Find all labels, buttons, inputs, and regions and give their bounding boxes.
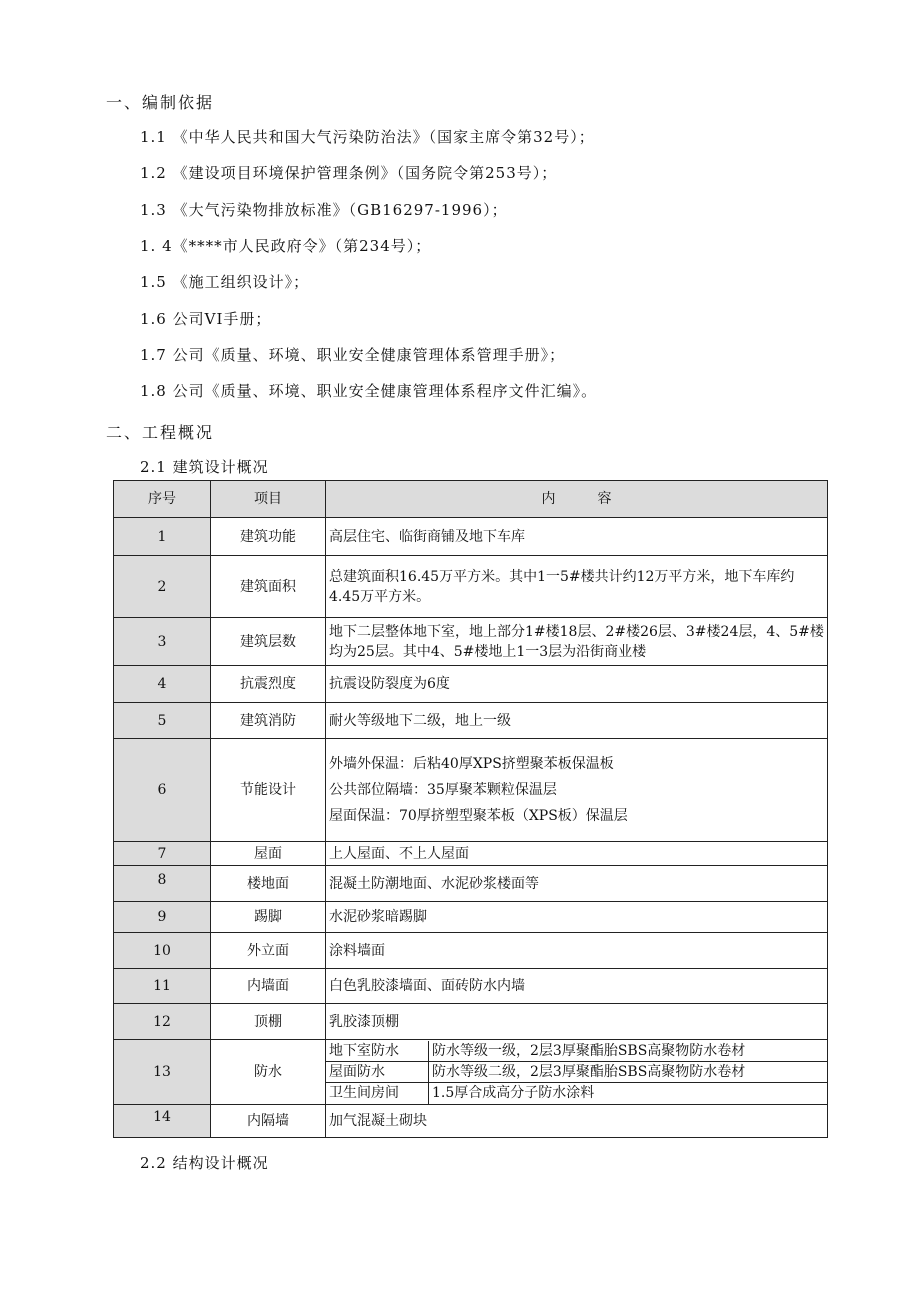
row-content: 总建筑面积16.45万平方米。其中1一5#楼共计约12万平方米，地下车库约4.45万平方米。 [326,556,828,618]
table-header-row [114,481,828,518]
row-item: 节能设计 [211,739,326,842]
row-content: 涂料墙面 [326,933,828,969]
basis-item-3: 1.3 《大气污染物排放标准》（GB16297-1996）； [140,201,508,219]
row-item: 内墙面 [211,969,326,1004]
row-no: 14 [114,1105,211,1138]
basis-item-6: 1.6 公司VI手册； [140,310,272,328]
section2-title: 二、工程概况 [106,423,215,442]
row-no: 8 [114,866,211,902]
row-content: 白色乳胶漆墙面、面砖防水内墙 [326,969,828,1004]
row-no: 13 [114,1040,211,1105]
waterproof-cell [326,1040,828,1105]
row-no: 10 [114,933,211,969]
subsection-structure-title: 2.2 结构设计概况 [140,1154,269,1172]
waterproof-subtable [326,1041,827,1104]
basis-item-4: 1. 4《****市人民政府令》（第234号）； [140,237,432,255]
waterproof-row [326,1062,827,1083]
row-item: 建筑功能 [211,518,326,556]
row-no: 2 [114,556,211,618]
row-no: 9 [114,902,211,933]
row-no: 6 [114,739,211,842]
table-row [114,1040,828,1105]
waterproof-part: 卫生间房间 [326,1083,429,1104]
row-item: 楼地面 [211,866,326,902]
table-row [114,666,828,703]
row-no: 5 [114,703,211,739]
row-item: 踢脚 [211,902,326,933]
table-row [114,703,828,739]
table-row [114,842,828,866]
row-item: 抗震烈度 [211,666,326,703]
row-item: 建筑面积 [211,556,326,618]
row-content: 抗震设防裂度为6度 [326,666,828,703]
row-item: 外立面 [211,933,326,969]
row-content: 混凝土防潮地面、水泥砂浆楼面等 [326,866,828,902]
row-no: 1 [114,518,211,556]
table-row [114,866,828,902]
energy-line: 公共部位隔墙：35厚聚苯颗粒保温层 [329,782,557,798]
table-row [114,1105,828,1138]
row-content: 水泥砂浆暗踢脚 [326,902,828,933]
row-no: 11 [114,969,211,1004]
energy-line: 屋面保温：70厚挤塑型聚苯板（XPS板）保温层 [329,808,628,824]
table-row [114,1004,828,1040]
row-content: 加气混凝土砌块 [326,1105,828,1138]
row-no: 7 [114,842,211,866]
row-content [326,739,828,842]
basis-item-7: 1.7 公司《质量、环境、职业安全健康管理体系管理手册》； [140,346,566,364]
row-content: 乳胶漆顶棚 [326,1004,828,1040]
row-no: 12 [114,1004,211,1040]
row-item: 建筑层数 [211,618,326,666]
row-item: 屋面 [211,842,326,866]
row-no: 3 [114,618,211,666]
row-item: 顶棚 [211,1004,326,1040]
waterproof-spec: 1.5厚合成高分子防水涂料 [429,1083,828,1104]
row-content: 地下二层整体地下室，地上部分1#楼18层、2#楼26层、3#楼24层，4、5#楼均为25层。其中4、5#楼地上1一3层为沿街商业楼 [326,618,828,666]
table-row [114,739,828,842]
waterproof-row [326,1083,827,1104]
table-row [114,618,828,666]
row-item: 内隔墙 [211,1105,326,1138]
waterproof-row [326,1041,827,1062]
row-item: 防水 [211,1040,326,1105]
waterproof-part: 地下室防水 [326,1041,429,1062]
header-no: 序号 [114,481,211,518]
basis-item-1: 1.1 《中华人民共和国大气污染防治法》（国家主席令第32号）； [140,128,595,146]
row-item: 建筑消防 [211,703,326,739]
table-row [114,518,828,556]
row-content: 耐火等级地下二级，地上一级 [326,703,828,739]
waterproof-spec: 防水等级二级，2层3厚聚酯胎SBS高聚物防水卷材 [429,1062,828,1083]
basis-item-8: 1.8 公司《质量、环境、职业安全健康管理体系程序文件汇编》。 [140,382,598,400]
header-item: 项目 [211,481,326,518]
basis-item-2: 1.2 《建设项目环境保护管理条例》（国务院令第253号）； [140,164,558,182]
basis-item-5: 1.5 《施工组织设计》； [140,273,310,291]
table-row [114,969,828,1004]
subsection-building-title: 2.1 建筑设计概况 [140,458,269,476]
row-content: 上人屋面、不上人屋面 [326,842,828,866]
section1-title: 一、编制依据 [106,93,215,112]
waterproof-part: 屋面防水 [326,1062,429,1083]
row-content: 高层住宅、临街商铺及地下车库 [326,518,828,556]
table-row [114,556,828,618]
waterproof-spec: 防水等级一级，2层3厚聚酯胎SBS高聚物防水卷材 [429,1041,828,1062]
table-row [114,933,828,969]
table-row [114,902,828,933]
header-content: 内 容 [326,481,828,518]
row-no: 4 [114,666,211,703]
building-design-table [113,480,828,1138]
energy-line: 外墙外保温：后粘40厚XPS挤塑聚苯板保温板 [329,756,614,772]
